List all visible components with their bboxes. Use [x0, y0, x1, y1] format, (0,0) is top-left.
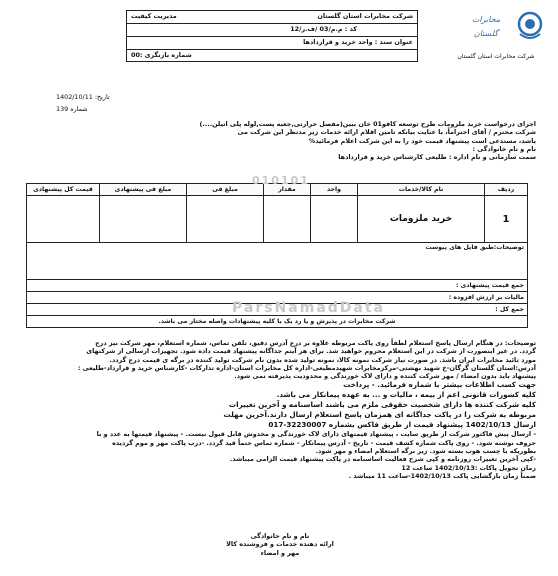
- intro-line-1: اجرای درخواست خرید ملزومات طرح توسعه کافو01 خان ببین(مفصل حرارتی,جعبه پست,لوله پلی اتیلن....): [199, 120, 536, 128]
- header-revision: شماره بازنگری :00: [131, 51, 192, 59]
- notes-row: [27, 243, 528, 280]
- terms-line: حروف نوشته شود. - روی پاکت شماره کشف قیمت - تاریخ - آدرس پیمانکار - شماره تماس حتماً قید گردد. -درب پاکت مهر و موم گردیده: [112, 438, 536, 447]
- signature-name-label: نام و نام خانوادگی: [250, 532, 310, 540]
- watermark-digits: 010101: [252, 174, 310, 187]
- signature-stamp-label: مهر و امضاء: [260, 548, 300, 557]
- intro-line-2: شرکت محترم / آقای احتراماً، با عنایت بیانکه تامین اقلام ارائه خدمات زیر مدنظر این شرکت می: [237, 128, 536, 137]
- sum-label: جمع قیمت پیشنهادی :: [27, 280, 528, 292]
- terms-line: ارسال 1402/10/13 پیشنهاد قیمت از طریق فاکس بشماره 32230007-017: [268, 420, 536, 430]
- intro-line-3: باشد، مستدعی است پیشنهاد قیمت خود را به این شرکت اعلام فرمائید%: [308, 136, 536, 145]
- terms-line: زمان تحویل پاکات :1402/10/13 ساعت 12: [401, 463, 536, 472]
- svg-text:مخابرات: مخابرات: [471, 15, 501, 24]
- header-document-title: عنوان سند : واحد خرید و قراردادها: [303, 38, 413, 46]
- terms-line: جهت کسب اطلاعات بیشتر با شماره فرمائید. - پرداخت: [343, 380, 536, 390]
- table-row: [27, 196, 528, 243]
- row-number: 1: [485, 196, 528, 243]
- logo-caption: شرکت مخابرات استان گلستان: [457, 53, 535, 60]
- svg-text:گلستان: گلستان: [473, 29, 499, 38]
- terms-line: آدرس:استان گلستان گرگان-خ شهید بهشتی-مرکزمخابرات شهیدمطیعی-اداره کل مخابرات استان-اداره تدارکات -کارشناس خرید و قرارداد-طلیعی :: [77, 363, 536, 372]
- document-header: [6, 6, 552, 64]
- terms-line: کلیه شرکت کننده ها دارای شخصیت حقوقی ملزم می باشند اساسنامه و آخرین تغییرات: [228, 400, 536, 410]
- terms-line: مربوطه به شرکت را در پاکت جداگانه ای همزمان پاسخ استعلام ارسال دارند.آخرین مهلت: [223, 410, 536, 420]
- terms-text: [20, 339, 536, 480]
- intro-line-5: سمت سازمانی و نام اداره : طلیعی کارشناس خرید و قراردادها: [338, 153, 536, 162]
- header-code-line: کد : م.م/03 /ف.ر/12: [290, 25, 357, 33]
- terms-line: پیشنهاد باید بدون امضاء / مهر شرکت کننده و دارای لاک خورندگی و محدودیت پذیرفته نمی شود.: [234, 372, 536, 381]
- company-logo-icon: [446, 6, 546, 52]
- table-footer-row: [27, 316, 528, 328]
- col-row-number: ردیف: [485, 184, 528, 196]
- header-company-name: شرکت مخابرات استان گلستان: [317, 12, 413, 20]
- terms-line: گردد. در غیر اینصورت از شرکت در این استعلام محروم خواهید شد. برای هر آیتم جداگانه پیشنهاد قیمت داده شود. تجهیزات ارسالی از شرکتهای: [86, 347, 536, 356]
- col-proposed-unit-price: مبلغ فی پیشنهادی: [100, 184, 187, 196]
- number-line: شماره 139: [56, 105, 88, 113]
- col-unit: واحد: [311, 184, 358, 196]
- col-unit-price: مبلغ فی: [187, 184, 264, 196]
- intro-text: [24, 120, 536, 161]
- terms-line: - ارسال پیش فاکتور شرکت از طریق سایت ، پیشنهاد قیمتهای دارای لاک خورندگی و مخدوش قابل قبول نیست. - پیشنهاد قیمتها به عدد و با: [96, 430, 536, 439]
- col-item-name: نام کالا/خدمات: [358, 184, 485, 196]
- terms-line: -کپی آخرین تغییرات روزنامه و کپی شرح فعالیت اساسنامه در پاکت پیشنهاد قیمت الزامی میباشد.: [229, 455, 536, 464]
- date-line: تاریخ: 1402/10/11: [56, 93, 110, 101]
- table-footer: شرکت مخابرات در پذیرش و یا رد یک یا کلیه پیشنهادات واصله مختار می باشد.: [27, 316, 528, 328]
- terms-line: ضمناً زمان بازگشایی پاکت 1402/10/13-ساعت 11 میباشد .: [348, 471, 536, 480]
- col-quantity: مقدار: [264, 184, 311, 196]
- terms-line: توضیحات: در هنگام ارسال پاسخ استعلام لطفاً روی پاکت مربوطه علاوه بر درج آدرس دقیق، تلفن تماس، شماره استعلام، مهر شرکت نیز درج: [95, 339, 536, 347]
- sum-row: [27, 280, 528, 292]
- signature-provider-label: ارائه دهنده خدمات و فروشنده کالا: [226, 540, 334, 549]
- terms-line: مورد تائید مخابرات ایران باشد. در صورت نیاز شرکت نمونه کالا، نمونه تولید شده بدون نام شرکت تولید کننده در برگه ی قیمت درج گردد.: [109, 355, 536, 364]
- watermark-brand: ParsNamadData: [232, 300, 385, 316]
- total-label: جمع کل :: [27, 304, 528, 316]
- col-proposed-total: قیمت کل پیشنهادی: [27, 184, 100, 196]
- terms-line: بطوریکه با چسب هوب بسته شود. زیر برگه استعلام امضاء و مهر شود.: [315, 447, 536, 456]
- row-item: خرید ملزومات: [358, 196, 485, 243]
- signature-block: [180, 532, 380, 557]
- terms-line: کلیه کسورات قانونی اعم از بیمه ، مالیات و ... به عهده پیمانکار می باشد.: [276, 390, 536, 400]
- table-notes: توضیحات:طبق فایل های پیوست: [27, 243, 528, 280]
- header-info-box: [126, 10, 418, 62]
- vat-label: مالیات بر ارزش افزوده :: [27, 292, 528, 304]
- intro-line-4: نام و نام خانوادگی :: [472, 144, 536, 153]
- quality-management-label: مدیریت کیفیت: [131, 12, 177, 20]
